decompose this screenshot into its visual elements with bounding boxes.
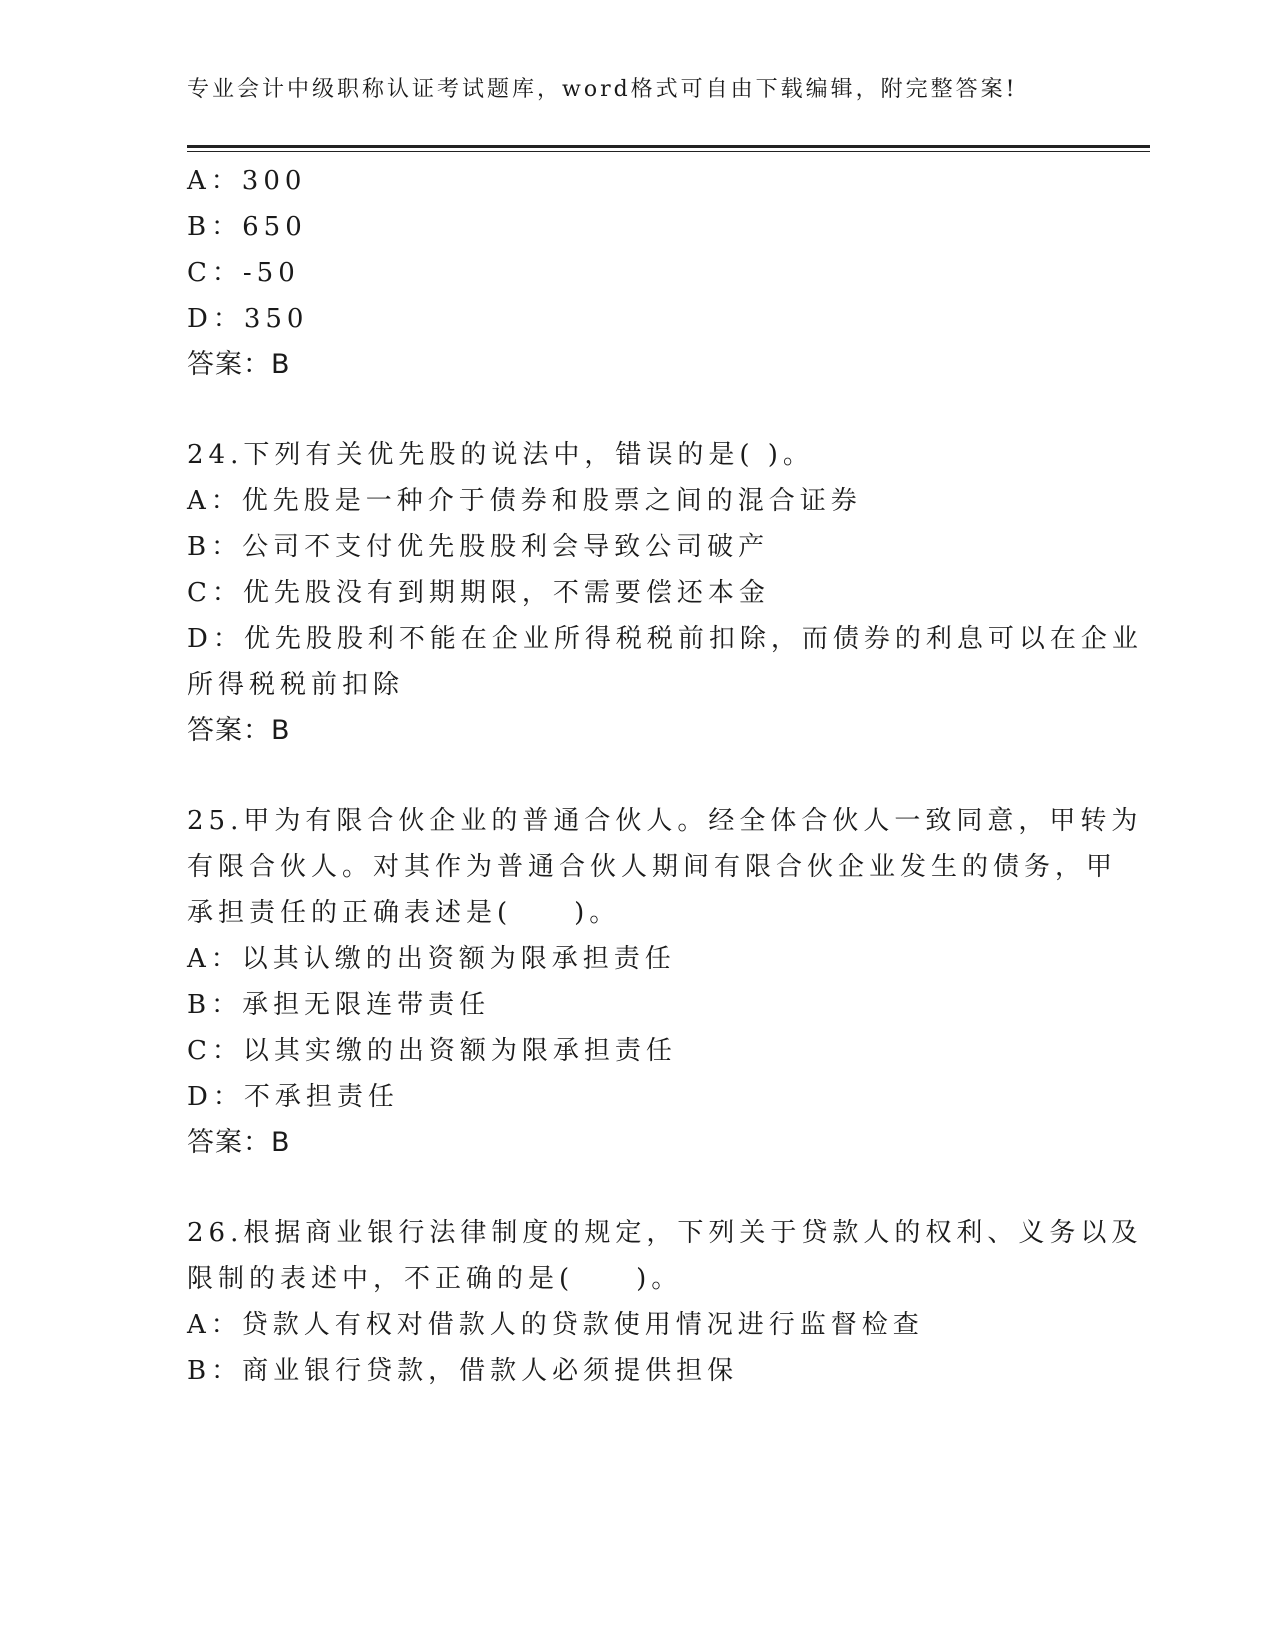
option-b: B：650: [187, 212, 307, 242]
option-d: D：不承担责任: [187, 1082, 399, 1112]
option-a: A：以其认缴的出资额为限承担责任: [187, 944, 676, 974]
option-a: A：300: [187, 166, 307, 196]
option-a: A：优先股是一种介于债券和股票之间的混合证券: [187, 486, 862, 516]
question-text: 限制的表述中，不正确的是( )。: [187, 1264, 683, 1294]
option-d: D：优先股股利不能在企业所得税税前扣除，而债券的利息可以在企业: [187, 624, 1143, 654]
question-text: 26.根据商业银行法律制度的规定，下列关于贷款人的权利、义务以及: [187, 1218, 1143, 1248]
option-b: B：承担无限连带责任: [187, 990, 491, 1020]
option-b: B：公司不支付优先股股利会导致公司破产: [187, 532, 770, 562]
question-block: [187, 432, 1143, 754]
question-block: [187, 158, 1067, 388]
answer-line: 答案：B: [187, 349, 291, 380]
question-block: [187, 798, 1143, 1166]
answer-line: 答案：B: [187, 715, 291, 746]
option-b: B：商业银行贷款，借款人必须提供担保: [187, 1356, 739, 1386]
question-text: 有限合伙人。对其作为普通合伙人期间有限合伙企业发生的债务，甲: [187, 852, 1118, 882]
option-c: C：以其实缴的出资额为限承担责任: [187, 1036, 677, 1066]
question-block: [187, 1210, 1143, 1394]
answer-line: 答案：B: [187, 1127, 291, 1158]
document-body: [187, 158, 1143, 1394]
header-rule-thin: [187, 151, 1150, 152]
option-d: D：350: [187, 304, 309, 334]
question-text: 25.甲为有限合伙企业的普通合伙人。经全体合伙人一致同意，甲转为: [187, 806, 1143, 836]
page-header: 专业会计中级职称认证考试题库，word格式可自由下载编辑，附完整答案!: [187, 77, 1018, 102]
option-c: C：优先股没有到期期限，不需要偿还本金: [187, 578, 770, 608]
question-text: 承担责任的正确表述是( )。: [187, 898, 621, 928]
option-d-continued: 所得税税前扣除: [187, 670, 405, 700]
option-c: C：-50: [187, 258, 300, 288]
header-rule-thick: [187, 145, 1150, 148]
question-text: 24.下列有关优先股的说法中，错误的是( )。: [187, 440, 814, 470]
option-a: A：贷款人有权对借款人的贷款使用情况进行监督检查: [187, 1310, 924, 1340]
